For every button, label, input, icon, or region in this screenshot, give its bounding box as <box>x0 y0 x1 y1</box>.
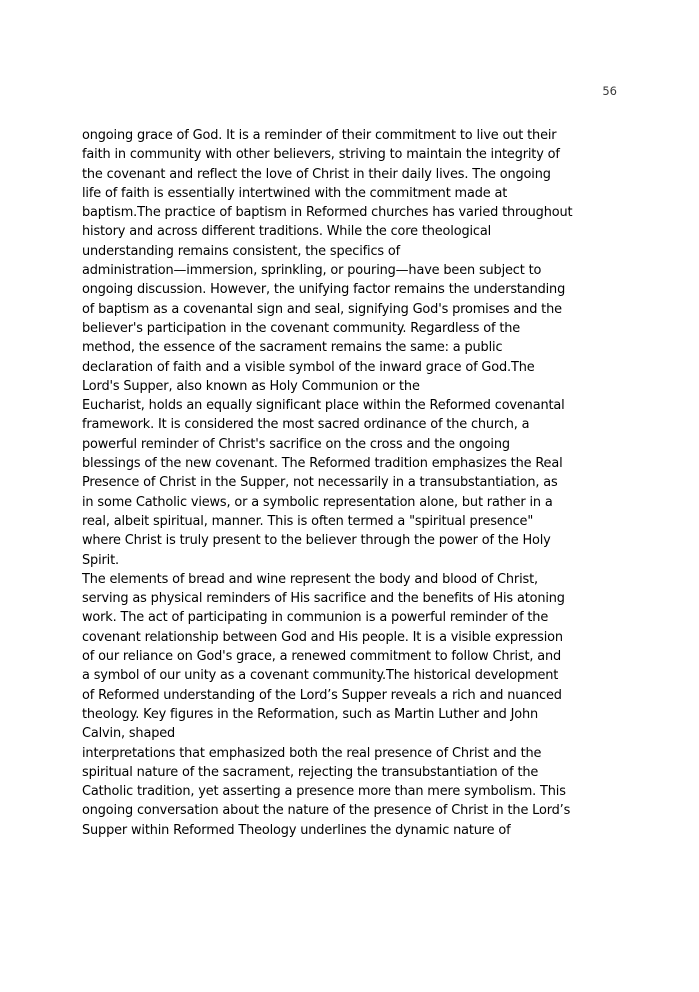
text-line: method, the essence of the sacrament remains the same: a public <box>82 340 503 356</box>
text-line: life of faith is essentially intertwined with the commitment made at <box>82 185 508 201</box>
text-line: covenant relationship between God and His people. It is a visible expression <box>82 629 563 645</box>
page-number: 56 <box>602 84 617 98</box>
text-line: theology. Key figures in the Reformation, such as Martin Luther and John <box>82 706 539 722</box>
text-line: powerful reminder of Christ's sacrifice on the cross and the ongoing <box>82 436 510 452</box>
text-line: of Reformed understanding of the Lord’s Supper reveals a rich and nuanced <box>82 687 562 703</box>
text-line: the covenant and reflect the love of Christ in their daily lives. The ongoing <box>82 166 551 182</box>
text-line: in some Catholic views, or a symbolic representation alone, but rather in a <box>82 494 553 510</box>
text-line: faith in community with other believers, striving to maintain the integrity of <box>82 147 560 163</box>
text-line: of our reliance on God's grace, a renewed commitment to follow Christ, and <box>82 649 562 665</box>
text-line: history and across different traditions. While the core theological <box>82 224 492 240</box>
text-line: work. The act of participating in communion is a powerful reminder of the <box>82 610 549 626</box>
text-line: Eucharist, holds an equally significant place within the Reformed covenantal <box>82 398 565 414</box>
body-text <box>82 126 622 840</box>
text-line: ongoing conversation about the nature of the presence of Christ in the Lord’s <box>82 803 571 819</box>
text-line: administration—immersion, sprinkling, or pouring—have been subject to <box>82 263 542 279</box>
text-line: of baptism as a covenantal sign and seal, signifying God's promises and the <box>82 301 562 317</box>
text-line: Spirit. <box>82 552 119 568</box>
text-line: Catholic tradition, yet asserting a presence more than mere symbolism. This <box>82 784 566 800</box>
text-line: Supper within Reformed Theology underlines the dynamic nature of <box>82 822 511 838</box>
text-line: baptism.The practice of baptism in Reformed churches has varied throughout <box>82 205 573 221</box>
text-line: Calvin, shaped <box>82 726 176 742</box>
text-line: ongoing grace of God. It is a reminder of their commitment to live out their <box>82 128 557 143</box>
text-line: believer's participation in the covenant community. Regardless of the <box>82 320 521 336</box>
text-line: declaration of faith and a visible symbol of the inward grace of God.The <box>82 359 535 375</box>
text-line: a symbol of our unity as a covenant community.The historical development <box>82 668 559 684</box>
text-line: interpretations that emphasized both the real presence of Christ and the <box>82 745 542 761</box>
text-line: The elements of bread and wine represent the body and blood of Christ, <box>82 571 538 587</box>
text-line: understanding remains consistent, the specifics of <box>82 243 401 259</box>
text-line: where Christ is truly present to the believer through the power of the Holy <box>82 533 551 549</box>
text-line: blessings of the new covenant. The Reformed tradition emphasizes the Real <box>82 456 563 472</box>
text-line: Lord's Supper, also known as Holy Communion or the <box>82 378 420 394</box>
text-line: ongoing discussion. However, the unifying factor remains the understanding <box>82 282 566 298</box>
text-line: Presence of Christ in the Supper, not necessarily in a transubstantiation, as <box>82 475 558 491</box>
text-line: spiritual nature of the sacrament, rejecting the transubstantiation of the <box>82 764 539 780</box>
text-line: real, albeit spiritual, manner. This is often termed a "spiritual presence" <box>82 513 534 529</box>
text-line: framework. It is considered the most sacred ordinance of the church, a <box>82 417 530 433</box>
text-line: serving as physical reminders of His sacrifice and the benefits of His atoning <box>82 591 565 607</box>
